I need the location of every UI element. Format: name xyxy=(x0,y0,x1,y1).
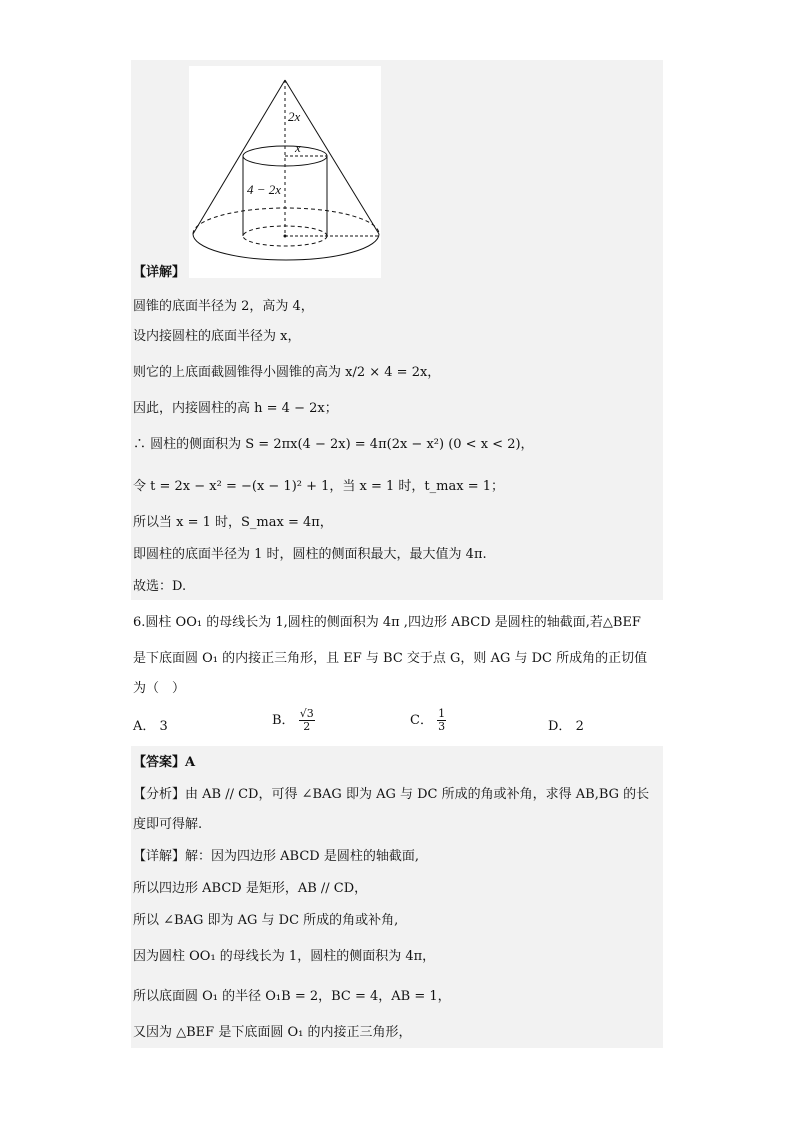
answer-line: 【答案】A xyxy=(133,755,196,770)
analysis-line: 度即可得解. xyxy=(133,817,203,832)
option-b-denominator: 2 xyxy=(303,720,311,733)
cone-cylinder-diagram xyxy=(189,66,381,278)
label-cylinder-radius: x xyxy=(295,140,301,155)
option-c-numerator: 1 xyxy=(438,707,446,720)
detail-line: 所以底面圆 O₁ 的半径 O₁B = 2，BC = 4，AB = 1， xyxy=(133,989,451,1004)
detail-line: 又因为 △BEF 是下底面圆 O₁ 的内接正三角形， xyxy=(133,1025,412,1040)
solution-line: 设内接圆柱的底面半径为 x， xyxy=(133,329,301,344)
solution-line: 因此，内接圆柱的高 h = 4 − 2x； xyxy=(133,401,338,416)
question-line: 为（ ） xyxy=(133,681,186,696)
option-d-label: D． xyxy=(548,719,572,734)
option-c xyxy=(410,708,446,733)
solution-header: 【详解】 xyxy=(133,265,186,280)
solution-line: 所以当 x = 1 时，S_max = 4π， xyxy=(133,515,333,530)
option-c-denominator: 3 xyxy=(438,720,446,733)
label-cylinder-height: 4 − 2x xyxy=(247,182,282,197)
solution-line: 即圆柱的底面半径为 1 时，圆柱的侧面积最大，最大值为 4π. xyxy=(133,547,487,562)
question-line: 是下底面圆 O₁ 的内接正三角形，且 EF 与 BC 交于点 G，则 AG 与 DC 所成角的正切值 xyxy=(133,651,648,666)
detail-line: 因为圆柱 OO₁ 的母线长为 1，圆柱的侧面积为 4π， xyxy=(133,949,436,964)
option-d-value: 2 xyxy=(575,719,584,734)
option-b xyxy=(272,708,315,733)
detail-line: 所以 ∠BAG 即为 AG 与 DC 所成的角或补角, xyxy=(133,913,399,928)
detail-line: 所以四边形 ABCD 是矩形，AB // CD， xyxy=(133,881,368,896)
solution-line: 令 t = 2x − x² = −(x − 1)² + 1，当 x = 1 时，t_max = 1； xyxy=(133,479,504,494)
question-line: 6.圆柱 OO₁ 的母线长为 1,圆柱的侧面积为 4π ,四边形 ABCD 是圆柱的轴截面,若△BEF xyxy=(133,615,641,630)
option-b-fraction xyxy=(299,708,315,733)
option-c-label: C． xyxy=(410,713,433,728)
detail-line: 【详解】解：因为四边形 ABCD 是圆柱的轴截面, xyxy=(133,849,419,864)
option-c-fraction xyxy=(437,708,446,733)
option-b-numerator: √3 xyxy=(299,707,314,720)
option-a-label: A． xyxy=(133,719,156,734)
option-d xyxy=(548,718,584,736)
solution-line: 圆锥的底面半径为 2，高为 4， xyxy=(133,299,314,314)
solution-line: 则它的上底面截圆锥得小圆锥的高为 x/2 × 4 = 2x， xyxy=(133,365,441,380)
label-small-cone-height: 2x xyxy=(288,109,301,124)
analysis-line: 【分析】由 AB // CD，可得 ∠BAG 即为 AG 与 DC 所成的角或补角，求得 AB,BG 的长 xyxy=(133,787,650,802)
option-a-value: 3 xyxy=(159,719,168,734)
option-b-label: B． xyxy=(272,713,295,728)
cone-figure xyxy=(189,66,381,278)
solution-line: 故选：D. xyxy=(133,579,187,594)
option-a xyxy=(133,718,168,736)
solution-line: ∴ 圆柱的侧面积为 S = 2πx(4 − 2x) = 4π(2x − x²) (0 < x < 2)， xyxy=(133,437,534,452)
